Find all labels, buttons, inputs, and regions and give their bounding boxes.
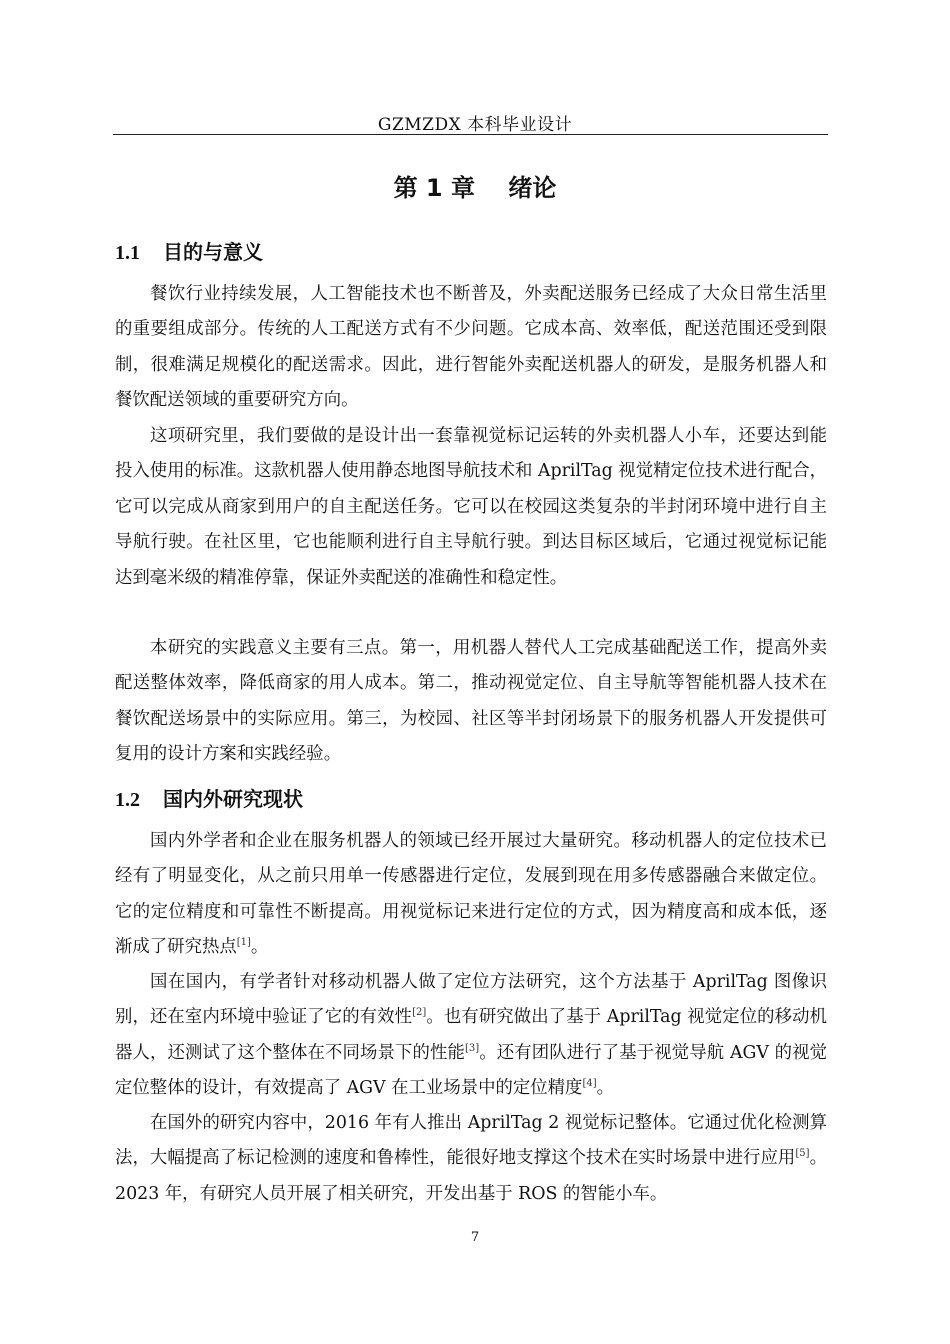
- section-heading-1-1: [115, 236, 263, 265]
- running-header: GZMZDX 本科毕业设计: [377, 115, 573, 135]
- section-number: 1.2: [115, 789, 140, 811]
- paragraph-text: 国在国内，有学者针对移动机器人做了定位方法研究，这个方法基于 AprilTag 图像识别，还在室内环境中验证了它的有效性: [115, 972, 827, 1028]
- header-rule: [113, 134, 828, 135]
- section-heading-1-2: [115, 783, 303, 812]
- paragraph-6: [115, 1106, 827, 1212]
- paragraph-text: 。2023 年，有研究人员开展了相关研究，开发出基于 ROS 的智能小车。: [115, 1148, 827, 1204]
- paragraph-text: 。: [250, 937, 269, 958]
- paragraph-text: 在国外的研究内容中，2016 年有人推出 AprilTag 2 视觉标记整体。它通过优化检测算法，大幅提高了标记检测的速度和鲁棒性，能很好地支撑这个技术在实时场景中进行应用: [115, 1113, 827, 1169]
- paragraph-2: 这项研究里，我们要做的是设计出一套靠视觉标记运转的外卖机器人小车，还要达到能投入使用的标准。这款机器人使用静态地图导航技术和 AprilTag 视觉精定位技术进行配合，它可以完成从商家到用户的自主配送任务。它可以在校园这类复杂的半封闭环境中进行自主导航行驶。在社区里，它也能顺利进行自主导航行驶。到达目标区域后，它通过视觉标记能达到毫米级的精准停靠，保证外卖配送的准确性和稳定性。: [115, 426, 827, 588]
- citation: [3]: [465, 1042, 480, 1054]
- section-title: 目的与意义: [163, 240, 263, 264]
- paragraph-1: 餐饮行业持续发展，人工智能技术也不断普及，外卖配送服务已经成了大众日常生活里的重要组成部分。传统的人工配送方式有不少问题。它成本高、效率低，配送范围还受到限制，很难满足规模化的配送需求。因此，进行智能外卖配送机器人的研发，是服务机器人和餐饮配送领域的重要研究方向。: [115, 284, 827, 411]
- citation: [5]: [795, 1148, 810, 1160]
- page-number: 7: [470, 1230, 480, 1245]
- citation: [4]: [582, 1078, 597, 1090]
- chapter-title: 第 1 章 绪论: [393, 174, 557, 202]
- paragraph-4: [115, 824, 827, 966]
- paragraph-5: [115, 965, 827, 1107]
- paragraph-text: 国内外学者和企业在服务机器人的领域已经开展过大量研究。移动机器人的定位技术已经有了明显变化，从之前只用单一传感器进行定位，发展到现在用多传感器融合来做定位。它的定位精度和可靠性不断提高。用视觉标记来进行定位的方式，因为精度高和成本低，逐渐成了研究热点: [115, 831, 827, 958]
- section-title: 国内外研究现状: [163, 787, 303, 811]
- citation: [1]: [236, 937, 251, 949]
- section-number: 1.1: [115, 242, 140, 264]
- paragraph-3: 本研究的实践意义主要有三点。第一，用机器人替代人工完成基础配送工作，提高外卖配送整体效率，降低商家的用人成本。第二，推动视觉定位、自主导航等智能机器人技术在餐饮配送场景中的实际应用。第三，为校园、社区等半封闭场景下的服务机器人开发提供可复用的设计方案和实践经验。: [115, 638, 827, 765]
- paragraph-text: 。也有研究做出了基于 AprilTag 视觉定位的移动机器人，还测试了这个整体在不同场景下的性能: [115, 1007, 827, 1063]
- citation: [2]: [412, 1007, 427, 1019]
- paragraph-text: 。还有团队进行了基于视觉导航 AGV 的视觉定位整体的设计，有效提高了 AGV 在工业场景中的定位精度: [115, 1042, 827, 1099]
- paragraph-text: 。: [596, 1078, 615, 1099]
